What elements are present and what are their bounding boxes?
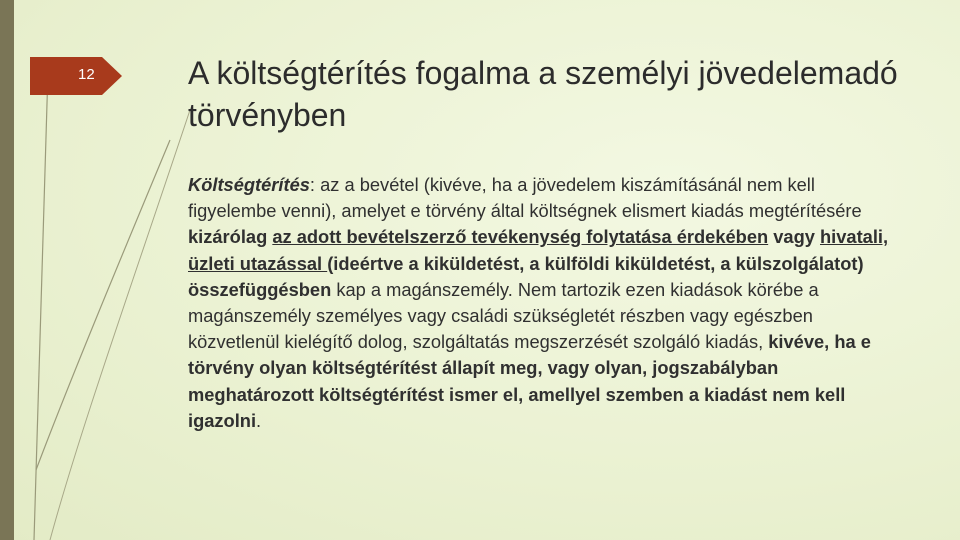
body-text [188, 172, 908, 434]
body-segment-7: kap a magánszemély. Nem tartozik ezen kiadások körébe a magánszemély személyes vagy családi szükségletét részben vagy egészben közvetlenül kielégítő dolog, szolgáltatás megszerzését szolgáló kiadás, [188, 278, 819, 353]
body-segment-5: hivatali, üzleti utazással [188, 226, 889, 274]
body-segment-1: : az a bevétel (kivéve, ha a jövedelem kiszámításánál nem kell figyelembe venni), amelyet e törvény által költségnek elismert kiadás megtérítésére [188, 174, 862, 222]
slide-title: A költségtérítés fogalma a személyi jövedelemadó törvényben [188, 55, 898, 133]
body-segment-6: (ideértve a kiküldetést, a külföldi kiküldetést, a külszolgálatot) összefüggésben [188, 252, 864, 300]
defined-term: Költségtérítés [188, 174, 310, 195]
body-segment-4: vagy [768, 226, 820, 248]
body-segment-8: kivéve, ha e törvény olyan költségtérítést állapít meg, vagy olyan, jogszabályban meghatározott költségtérítést ismer el, amellyel szemben a kiadást nem kell igazolni [188, 331, 871, 431]
body-segment-2: kizárólag [188, 226, 273, 248]
body-segment-9: . [256, 409, 262, 431]
body-segment-3: az adott bevételszerző tevékenység folytatása érdekében [272, 226, 769, 248]
page-number: 12 [78, 66, 95, 83]
